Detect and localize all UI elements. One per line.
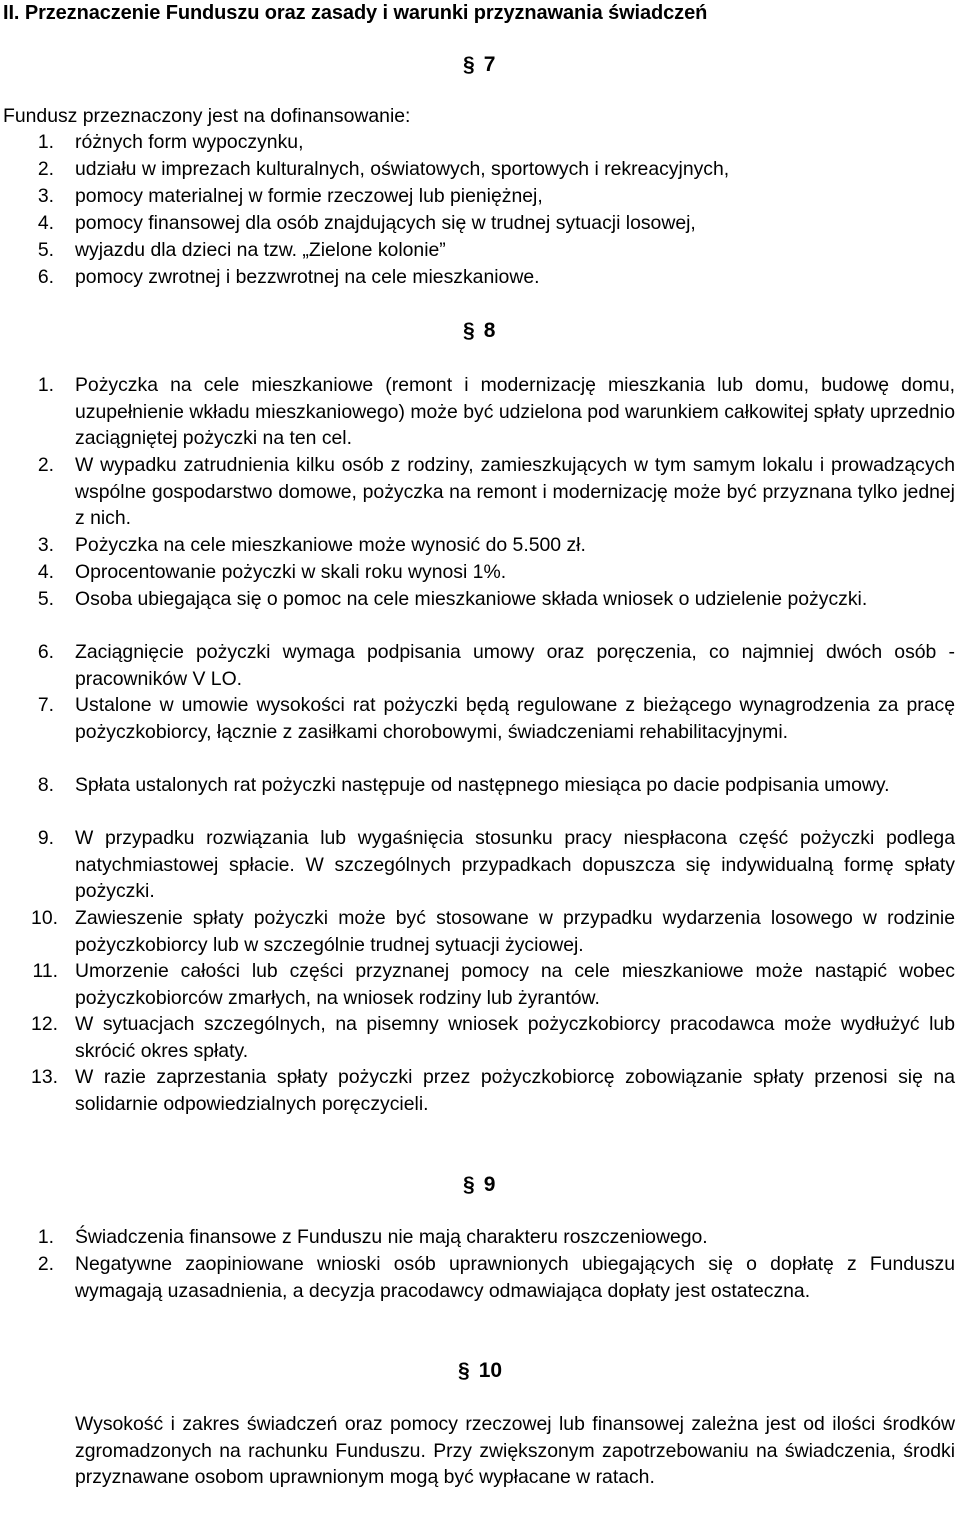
list-item-text: Pożyczka na cele mieszkaniowe może wynosić do 5.500 zł. xyxy=(75,534,586,556)
section-10-number: 10 xyxy=(478,1359,503,1382)
list-item-text: Zaciągnięcie pożyczki wymaga podpisania umowy oraz poręczenia, co najmniej dwóch osób - pracowników V LO. xyxy=(75,641,955,690)
list-item-text: wyjazdu dla dzieci na tzw. „Zielone kolonie” xyxy=(75,239,446,261)
section-10-paragraph: Wysokość i zakres świadczeń oraz pomocy rzeczowej lub finansowej zależna jest od ilości środków zgromadzonych na rachunku Funduszu. Przy zwiększonym zapotrzebowaniu na świadczenia, środki przyznawane osobom uprawnionym mogą być wypłacane w ratach. xyxy=(75,1413,955,1488)
list-item-number: 2. xyxy=(37,158,54,180)
list-item-number: 4. xyxy=(37,212,54,234)
list-item-text: Pożyczka na cele mieszkaniowe (remont i modernizację mieszkania lub domu, budowę domu, uzupełnienie wkładu mieszkaniowego) może być udzielona pod warunkiem całkowitej spłaty uprzednio zaciągniętej pożyczki na ten cel. xyxy=(75,374,955,449)
list-item-number: 3. xyxy=(37,185,54,207)
list-item-text: Umorzenie całości lub części przyznanej pomocy na cele mieszkaniowe może nastąpić wobec pożyczkobiorców zmarłych, na wniosek rodziny lub żyrantów. xyxy=(75,960,955,1009)
paragraph-symbol: § xyxy=(463,1173,475,1196)
section-8-mark xyxy=(463,318,495,344)
list-item-text: W sytuacjach szczególnych, na pisemny wniosek pożyczkobiorcy pracodawca może wydłużyć lub skrócić okres spłaty. xyxy=(75,1013,955,1062)
list-item-number: 6. xyxy=(37,266,54,288)
list-item-text: pomocy zwrotnej i bezzwrotnej na cele mieszkaniowe. xyxy=(75,266,540,288)
list-item-number: 4. xyxy=(37,561,54,583)
list-item-number: 6. xyxy=(37,641,54,663)
section-9-mark xyxy=(463,1172,495,1198)
list-item-number: 11. xyxy=(32,960,58,982)
list-item-number: 8. xyxy=(37,774,54,796)
list-item-text: W przypadku rozwiązania lub wygaśnięcia stosunku pracy niespłacona część pożyczki podlega natychmiastowej spłacie. W szczególnych przypadkach dopuszcza się indywidualną formę spłaty pożyczki. xyxy=(75,827,955,902)
section-7-intro: Fundusz przeznaczony jest na dofinansowanie: xyxy=(3,105,411,127)
list-item-text: różnych form wypoczynku, xyxy=(75,131,304,153)
list-item-text: Ustalone w umowie wysokości rat pożyczki będą regulowane z bieżącego wynagrodzenia za pracę pożyczkobiorcy, łącznie z zasiłkami chorobowymi, świadczeniami rehabilitacyjnymi. xyxy=(75,694,955,743)
list-item-number: 1. xyxy=(37,374,54,396)
list-item-number: 5. xyxy=(37,588,54,610)
list-item-text: W razie zaprzestania spłaty pożyczki przez pożyczkobiorcę zobowiązanie spłaty przenosi się na solidarnie odpowiedzialnych poręczycieli. xyxy=(75,1066,955,1115)
paragraph-symbol: § xyxy=(463,53,475,76)
list-item-number: 2. xyxy=(37,454,54,476)
paragraph-symbol: § xyxy=(463,319,475,342)
list-item-text: Spłata ustalonych rat pożyczki następuje od następnego miesiąca po dacie podpisania umowy. xyxy=(75,774,890,796)
list-item-number: 5. xyxy=(37,239,54,261)
list-item-text: udziału w imprezach kulturalnych, oświatowych, sportowych i rekreacyjnych, xyxy=(75,158,730,180)
list-item-number: 1. xyxy=(37,131,54,153)
list-item-number: 7. xyxy=(37,694,54,716)
list-item-number: 3. xyxy=(37,534,54,556)
list-item-text: pomocy finansowej dla osób znajdujących się w trudnej sytuacji losowej, xyxy=(75,212,696,234)
section-9-number: 9 xyxy=(483,1173,496,1196)
section-10-mark xyxy=(458,1358,502,1384)
list-item-number: 13. xyxy=(31,1066,58,1088)
list-item-text: W wypadku zatrudnienia kilku osób z rodziny, zamieszkujących w tym samym lokalu i prowadzących wspólne gospodarstwo domowe, pożyczka na remont i modernizację może być przyznana tylko jednej z nich. xyxy=(75,454,955,529)
section-8-number: 8 xyxy=(483,319,496,342)
paragraph-symbol: § xyxy=(458,1359,470,1382)
list-item-text: Osoba ubiegająca się o pomoc na cele mieszkaniowe składa wniosek o udzielenie pożyczki. xyxy=(75,588,868,610)
section-7-number: 7 xyxy=(483,53,496,76)
list-item-number: 2. xyxy=(37,1253,54,1275)
list-item-text: Negatywne zaopiniowane wnioski osób uprawnionych ubiegających się o dopłatę z Funduszu wymagają uzasadnienia, a decyzja pracodawcy odmawiająca dopłaty jest ostateczna. xyxy=(75,1253,955,1302)
list-item-number: 9. xyxy=(37,827,54,849)
section-7-mark xyxy=(463,52,495,78)
list-item-text: Świadczenia finansowe z Funduszu nie mają charakteru roszczeniowego. xyxy=(75,1226,708,1248)
list-item-number: 1. xyxy=(37,1226,54,1248)
list-item-number: 12. xyxy=(31,1013,58,1035)
list-item-text: Zawieszenie spłaty pożyczki może być stosowane w przypadku wydarzenia losowego w rodzinie pożyczkobiorcy lub w szczególnie trudnej sytuacji życiowej. xyxy=(75,907,955,956)
chapter-heading: II. Przeznaczenie Funduszu oraz zasady i warunki przyznawania świadczeń xyxy=(3,2,708,24)
list-item-text: pomocy materialnej w formie rzeczowej lub pieniężnej, xyxy=(75,185,543,207)
list-item-text: Oprocentowanie pożyczki w skali roku wynosi 1%. xyxy=(75,561,507,583)
list-item-number: 10. xyxy=(31,907,58,929)
